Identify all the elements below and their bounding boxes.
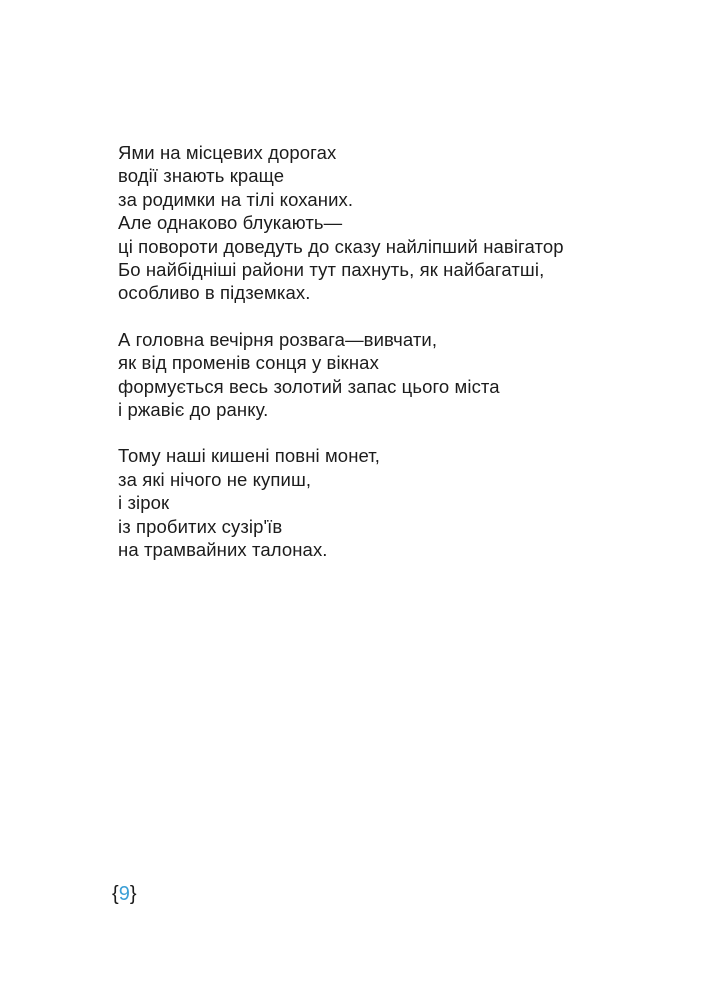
poem-line: формується весь золотий запас цього міста <box>118 375 500 397</box>
stanza-3 <box>118 444 718 561</box>
page-number-value: 9 <box>118 883 130 905</box>
stanza-1 <box>118 141 718 305</box>
poem-line: Але однаково блукають— <box>118 212 343 234</box>
poem-line: і ржавіє до ранку. <box>118 399 269 421</box>
poem-line: А головна вечірня розвага—вивчати, <box>118 328 438 350</box>
stanza-2 <box>118 328 718 422</box>
poem-line: ці повороти доведуть до сказу найліпший навігатор <box>118 235 564 257</box>
poem-line: і зірок <box>118 492 170 514</box>
poem-line: водії знають краще <box>118 165 285 187</box>
page-number-close-brace: } <box>129 883 137 905</box>
poem-line: за родимки на тілі коханих. <box>118 188 354 210</box>
poem-text <box>118 141 718 585</box>
poem-line: із пробитих сузір'їв <box>118 515 283 537</box>
poem-line: Ями на місцевих дорогах <box>118 142 337 163</box>
poem-line: як від променів сонця у вікнах <box>118 352 379 374</box>
page-number <box>112 882 137 906</box>
page-number-open-brace: { <box>112 883 119 905</box>
poem-line: на трамвайних талонах. <box>118 539 328 561</box>
poem-line: Тому наші кишені повні монет, <box>118 445 381 467</box>
poem-line: Бо найбідніші райони тут пахнуть, як найбагатші, <box>118 259 545 281</box>
poem-line: за які нічого не купиш, <box>118 468 312 490</box>
poem-line: особливо в підземках. <box>118 282 311 304</box>
